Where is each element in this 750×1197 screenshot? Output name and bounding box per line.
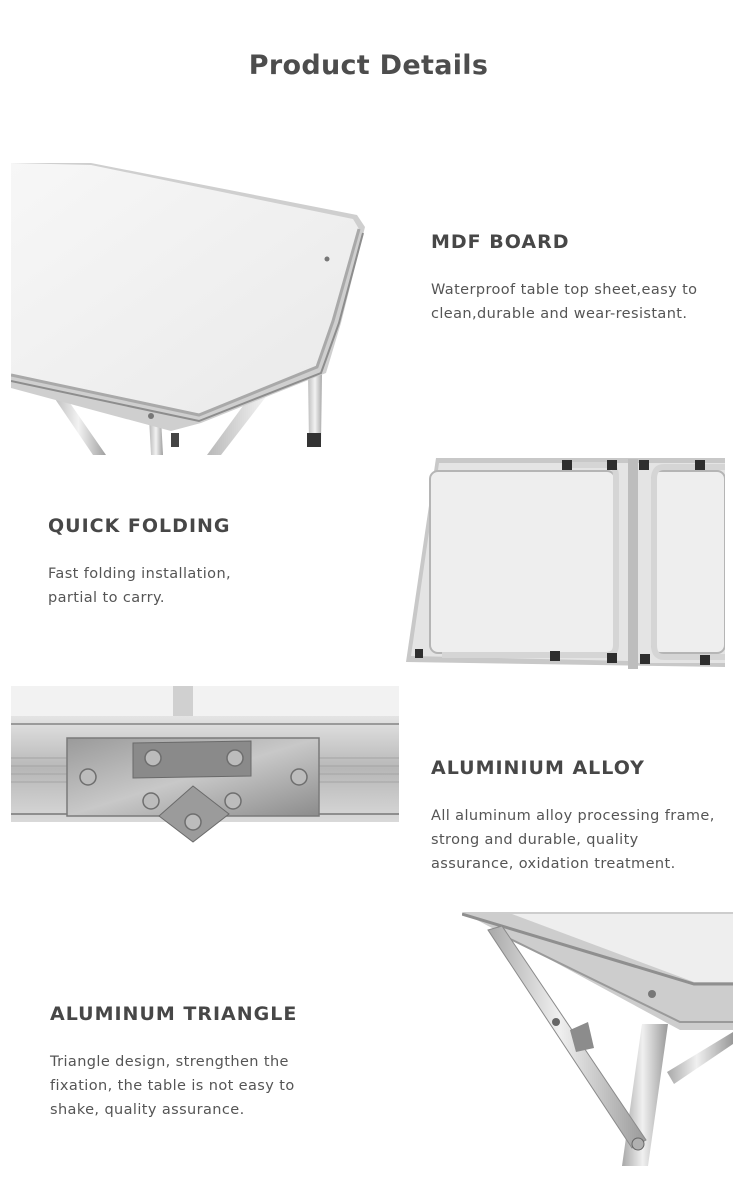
- feature-description: [431, 804, 715, 876]
- description-line: Waterproof table top sheet,easy to: [431, 282, 698, 298]
- triangle-brace-photo: [462, 912, 733, 1166]
- description-line: All aluminum alloy processing frame,: [431, 808, 715, 824]
- description-line: assurance, oxidation treatment.: [431, 856, 676, 872]
- page-title: Product Details: [248, 50, 489, 81]
- description-line: fixation, the table is not easy to: [50, 1078, 295, 1094]
- description-line: strong and durable, quality: [431, 832, 639, 848]
- folded-table-photo: [402, 455, 725, 673]
- feature-description: [50, 1050, 295, 1122]
- description-line: shake, quality assurance.: [50, 1102, 245, 1118]
- feature-heading: MDF BOARD: [431, 231, 570, 253]
- description-line: clean,durable and wear-resistant.: [431, 306, 688, 322]
- feature-description: [48, 562, 231, 610]
- description-line: partial to carry.: [48, 590, 165, 606]
- table-top-corner-photo: [11, 163, 370, 456]
- description-line: Triangle design, strengthen the: [50, 1054, 289, 1070]
- feature-heading: ALUMINIUM ALLOY: [431, 757, 645, 779]
- feature-description: [431, 278, 697, 326]
- description-line: Fast folding installation,: [48, 566, 232, 582]
- feature-heading: QUICK FOLDING: [48, 515, 231, 537]
- latch-hinge-photo: [11, 686, 399, 844]
- feature-heading: ALUMINUM TRIANGLE: [50, 1003, 298, 1025]
